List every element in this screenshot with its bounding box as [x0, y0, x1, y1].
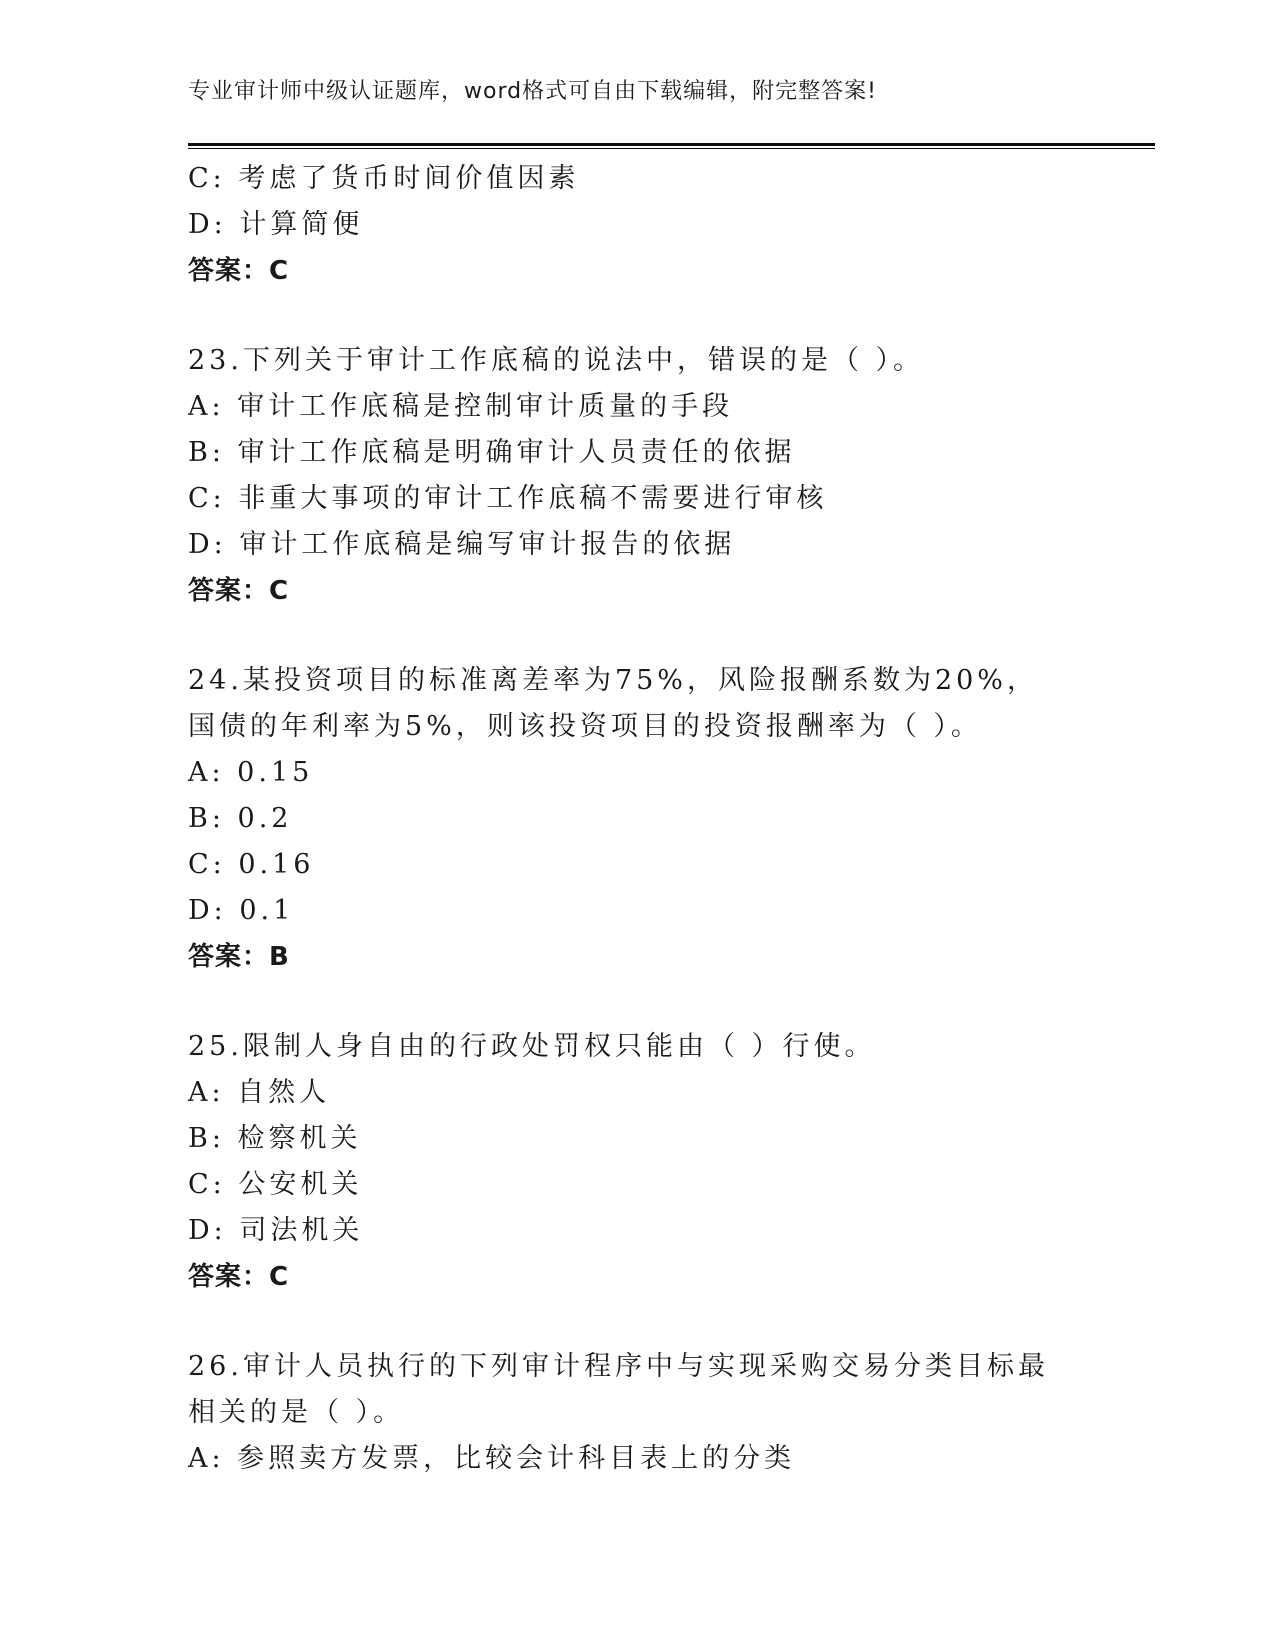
header-divider — [188, 143, 1155, 149]
page-header: 专业审计师中级认证题库，word格式可自由下载编辑，附完整答案! — [188, 79, 877, 104]
option-d: D: 计算简便 — [188, 209, 364, 240]
question-block — [188, 1024, 1148, 1300]
question-block — [188, 658, 1148, 980]
question-stem: 25.限制人身自由的行政处罚权只能由（ ）行使。 — [188, 1031, 876, 1062]
option-d: D: 审计工作底稿是编写审计报告的依据 — [188, 529, 736, 560]
answer-line: 答案：B — [188, 942, 290, 972]
spacer — [188, 1300, 1148, 1344]
option-c: C: 公安机关 — [188, 1169, 363, 1200]
question-stem: 24.某投资项目的标准离差率为75%，风险报酬系数为20%，国债的年利率为5%，则该投资项目的投资报酬率为（ ）。 — [188, 665, 1038, 742]
question-stem: 26.审计人员执行的下列审计程序中与实现采购交易分类目标最相关的是（ ）。 — [188, 1351, 1049, 1428]
option-b: B: 审计工作底稿是明确审计人员责任的依据 — [188, 437, 796, 468]
option-b: B: 检察机关 — [188, 1123, 362, 1154]
question-list — [188, 156, 1148, 1482]
question-block — [188, 156, 1148, 294]
option-a: A: 审计工作底稿是控制审计质量的手段 — [188, 391, 734, 422]
option-a: A: 参照卖方发票，比较会计科目表上的分类 — [188, 1443, 796, 1474]
spacer — [188, 980, 1148, 1024]
option-c: C: 非重大事项的审计工作底稿不需要进行审核 — [188, 483, 828, 514]
question-block — [188, 338, 1148, 614]
option-c: C: 考虑了货币时间价值因素 — [188, 163, 580, 194]
option-c: C: 0.16 — [188, 849, 315, 880]
answer-line: 答案：C — [188, 576, 290, 606]
option-d: D: 司法机关 — [188, 1215, 364, 1246]
answer-line: 答案：C — [188, 256, 290, 286]
question-stem: 23.下列关于审计工作底稿的说法中，错误的是（ ）。 — [188, 345, 925, 376]
answer-line: 答案：C — [188, 1262, 290, 1292]
option-a: A: 自然人 — [188, 1077, 331, 1108]
spacer — [188, 614, 1148, 658]
option-b: B: 0.2 — [188, 803, 293, 834]
spacer — [188, 294, 1148, 338]
option-a: A: 0.15 — [188, 757, 314, 788]
question-block — [188, 1344, 1148, 1482]
option-d: D: 0.1 — [188, 895, 295, 926]
